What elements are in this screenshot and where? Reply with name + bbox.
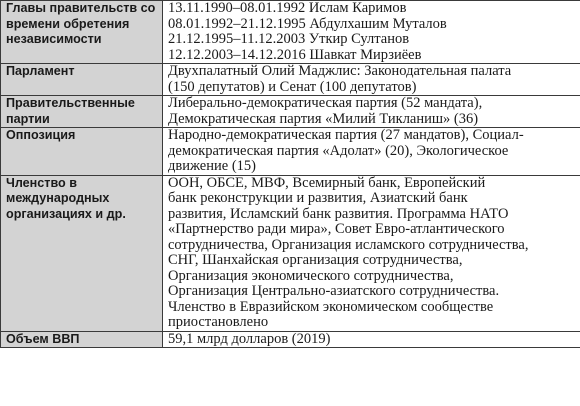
table-row [1, 175, 580, 331]
table-row [1, 96, 580, 128]
row-value-gdp: 59,1 млрд долларов (2019) [163, 331, 580, 348]
table-row [1, 1, 580, 64]
row-label-heads-of-government: Главы правительств со времени обретения независимости [1, 1, 163, 64]
table-row [1, 64, 580, 96]
row-label-government-parties: Правительственные партии [1, 96, 163, 128]
row-value-opposition: Народно-демократическая партия (27 мандатов), Социал- демократическая партия «Адолат» (20), Экологическое движение (15) [163, 128, 580, 176]
table-row [1, 128, 580, 176]
row-label-opposition: Оппозиция [1, 128, 163, 176]
row-value-parliament: Двухпалатный Олий Маджлис: Законодательная палата (150 депутатов) и Сенат (100 депутатов) [163, 64, 580, 96]
row-label-parliament: Парламент [1, 64, 163, 96]
row-value-memberships: ООН, ОБСЕ, МВФ, Всемирный банк, Европейский банк реконструкции и развития, Азиатский банк развития, Исламский банк развития. Программа НАТО «Партнерство ради мира», Совет Евро-атлантического сотрудничества, Организация исламского сотрудничества, СНГ, Шанхайская организация сотрудничества, Организация экономического сотрудничества, Организация Центрально-азиатского сотрудничества. Членство в Евразийском экономическом сообществе приостановлено [163, 175, 580, 331]
row-label-gdp: Объем ВВП [1, 331, 163, 348]
row-value-heads-of-government: 13.11.1990–08.01.1992 Ислам Каримов 08.01.1992–21.12.1995 Абдулхашим Муталов 21.12.1995–11.12.2003 Уткир Султанов 12.12.2003–14.12.2016 Шавкат Мирзиёев [163, 1, 580, 64]
table-row [1, 331, 580, 348]
row-value-government-parties: Либерально-демократическая партия (52 мандата), Демократическая партия «Милий Тикланиш» (36) [163, 96, 580, 128]
row-label-memberships: Членство в международных организациях и др. [1, 175, 163, 331]
